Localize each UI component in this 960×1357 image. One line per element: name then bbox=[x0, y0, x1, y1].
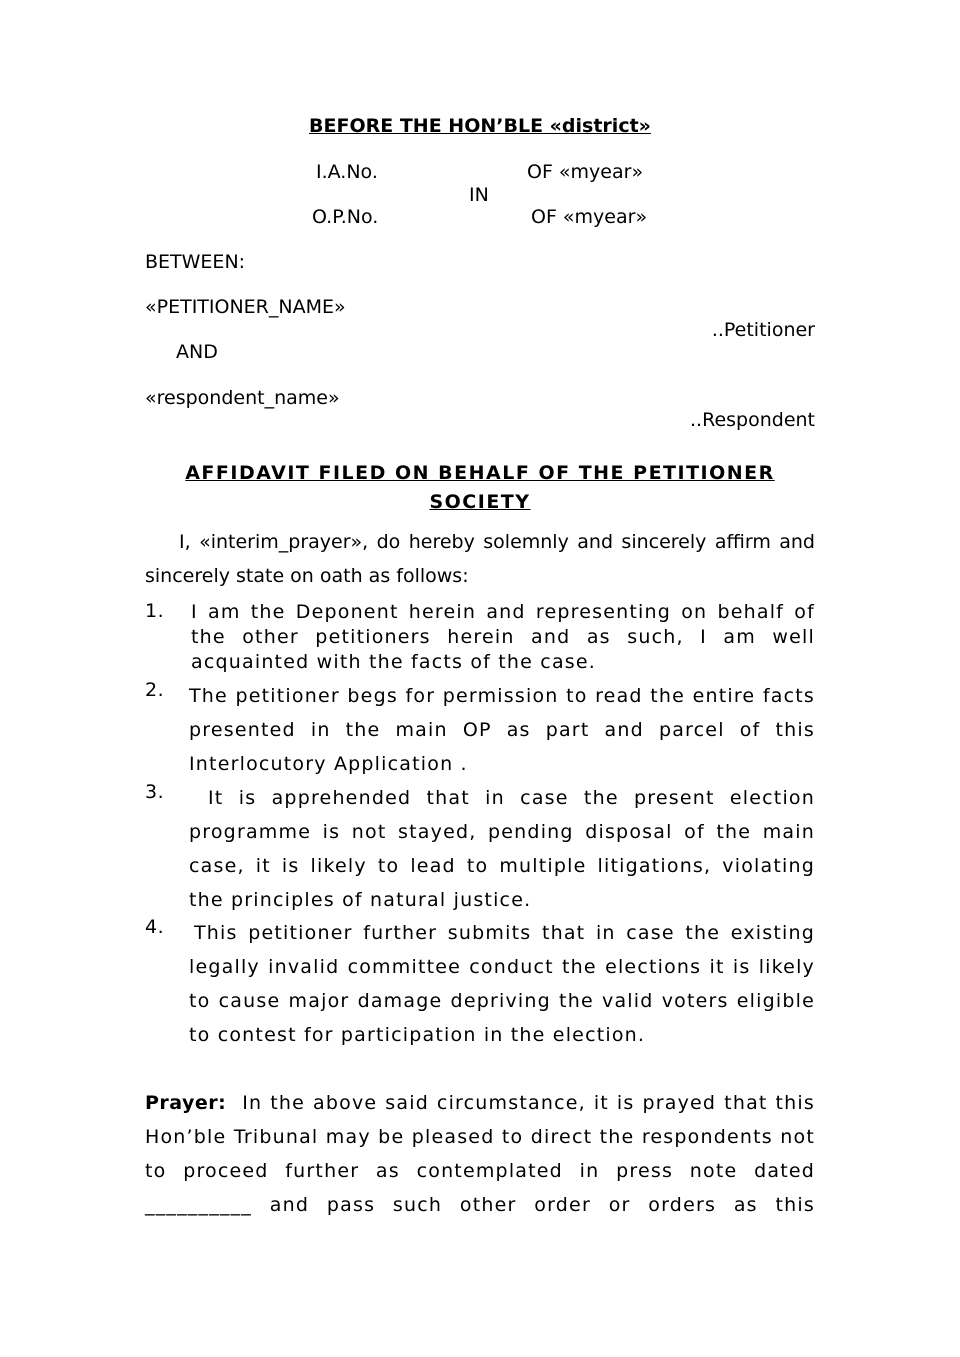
in-label: IN bbox=[469, 184, 489, 206]
list-item-text: It is apprehended that in case the present election programme is not stayed, pending disposal of the main case, it is likely to lead to multiple litigations, violating the principles of natural justice. bbox=[189, 787, 815, 911]
prayer-text: In the above said circumstance, it is prayed that this Hon’ble Tribunal may be pleased to direct the respondents not to proceed further as contemplated in press note dated __________ and pass such other order or orders as this bbox=[145, 1092, 816, 1216]
list-item-text: I am the Deponent herein and representing on behalf of the other petitioners herein and as such, I am well acquainted with the facts of the case. bbox=[191, 601, 815, 673]
prayer-label: Prayer: bbox=[145, 1092, 227, 1114]
list-item-number: 4. bbox=[145, 916, 165, 938]
list-item-text: The petitioner begs for permission to read the entire facts presented in the main OP as part and parcel of this Interlocutory Application . bbox=[189, 685, 815, 775]
and-label: AND bbox=[176, 341, 218, 363]
respondent-name: «respondent_name» bbox=[145, 387, 340, 409]
list-item-text: This petitioner further submits that in case the existing legally invalid committee conduct the elections it is likely to cause major damage depriving the valid voters eligible to contest for participation in the election. bbox=[189, 922, 815, 1046]
court-title: BEFORE THE HON’BLE «district» bbox=[309, 115, 651, 137]
list-item-number: 2. bbox=[145, 679, 165, 701]
list-item-3 bbox=[145, 781, 815, 917]
petitioner-name: «PETITIONER_NAME» bbox=[145, 296, 346, 318]
respondent-role: ..Respondent bbox=[690, 409, 815, 431]
ia-year: OF «myear» bbox=[527, 161, 644, 183]
between-label: BETWEEN: bbox=[145, 251, 246, 273]
list-item-4 bbox=[145, 916, 815, 1052]
petitioner-role: ..Petitioner bbox=[711, 319, 815, 341]
list-item-1 bbox=[145, 600, 815, 678]
intro-paragraph: I, «interim_prayer», do hereby solemnly and sincerely affirm and sincerely state on oath as follows: bbox=[145, 531, 815, 587]
op-number-label: O.P.No. bbox=[312, 206, 379, 228]
list-item-2 bbox=[145, 679, 815, 781]
prayer-paragraph bbox=[145, 1086, 815, 1222]
list-item-number: 1. bbox=[145, 600, 165, 622]
ia-number-label: I.A.No. bbox=[316, 161, 378, 183]
affidavit-title: AFFIDAVIT FILED ON BEHALF OF THE PETITIONER SOCIETY bbox=[185, 462, 775, 513]
list-item-number: 3. bbox=[145, 781, 165, 803]
op-year: OF «myear» bbox=[531, 206, 648, 228]
